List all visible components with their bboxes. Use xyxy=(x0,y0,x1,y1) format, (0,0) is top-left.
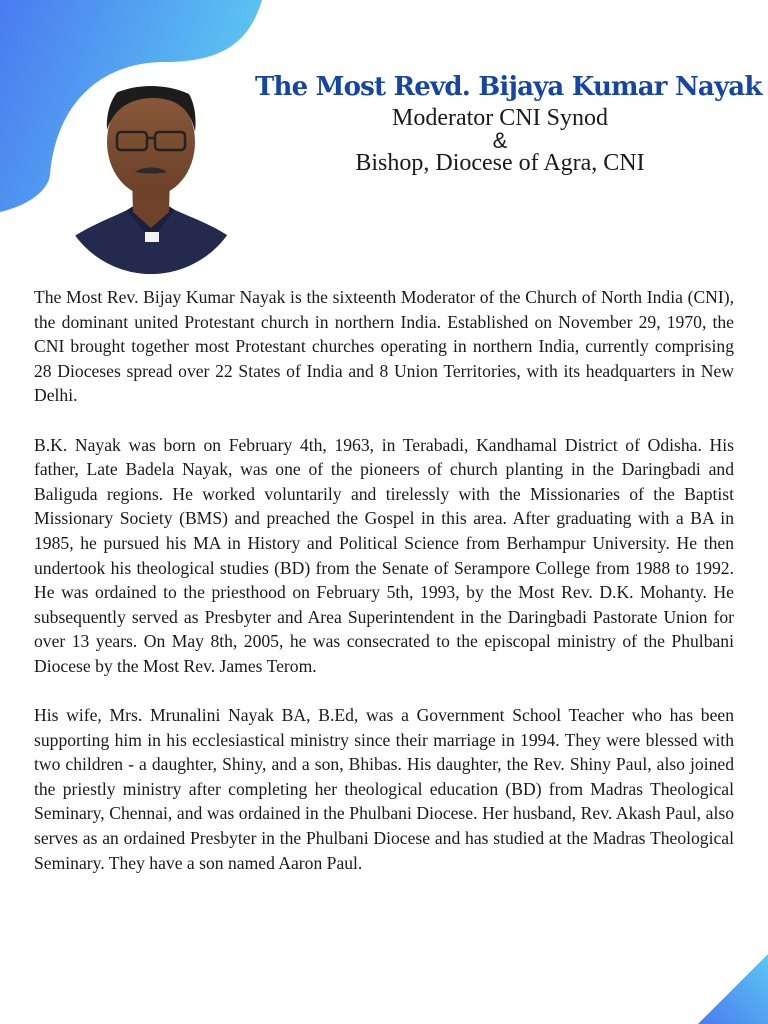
role-moderator: Moderator CNI Synod xyxy=(392,105,608,131)
bio-paragraph: His wife, Mrs. Mrunalini Nayak BA, B.Ed, was a Government School Teacher who has been supporting him in his ecclesiastical ministry since their marriage in 1994. They were blessed with two children - a daughter, Shiny, and a son, Bhibas. His daughter, the Rev. Shiny Paul, also joined the priestly ministry after completing her theological education (BD) from Madras Theological Seminary, Chennai, and was ordained in the Phulbani Diocese. Her husband, Rev. Akash Paul, also serves as an ordained Presbyter in the Phulbani Diocese and has studied at the Madras Theological Seminary. They have a son named Aaron Paul. xyxy=(34,705,734,873)
page-title: The Most Revd. Bijaya Kumar Nayak xyxy=(255,72,762,102)
bio-paragraph: B.K. Nayak was born on February 4th, 1963, in Terabadi, Kandhamal District of Odisha. His father, Late Badela Nayak, was one of the pioneers of church planting in the Daringbadi and Baliguda regions. He worked voluntarily and tirelessly with the Missionaries of the Baptist Missionary Society (BMS) and preached the Gospel in this area. After graduating with a BA in 1985, he pursued his MA in History and Political Science from Berhampur University. He then undertook his theological studies (BD) from the Senate of Serampore College from 1988 to 1992. He was ordained to the priesthood on February 5th, 1993, by the Most Rev. D.K. Mohanty. He subsequently served as Presbyter and Area Superintendent in the Daringbadi Pastorate Union for over 13 years. On May 8th, 2005, he was consecrated to the episcopal ministry of the Phulbani Diocese by the Most Rev. James Terom. xyxy=(34,434,734,676)
bio-paragraph: The Most Rev. Bijay Kumar Nayak is the sixteenth Moderator of the Church of North India (CNI), the dominant united Protestant church in northern India. Established on November 29, 1970, the CNI brought together most Protestant churches operating in northern India, currently comprising 28 Dioceses spread over 22 States of India and 8 Union Territories, with its headquarters in New Delhi. xyxy=(34,287,734,406)
ampersand: & xyxy=(492,128,508,153)
portrait-photo xyxy=(57,60,245,274)
role-bishop: Bishop, Diocese of Agra, CNI xyxy=(355,150,645,176)
biography xyxy=(34,285,734,900)
corner-gradient-decoration-bottom xyxy=(698,954,768,1024)
header xyxy=(255,68,762,176)
